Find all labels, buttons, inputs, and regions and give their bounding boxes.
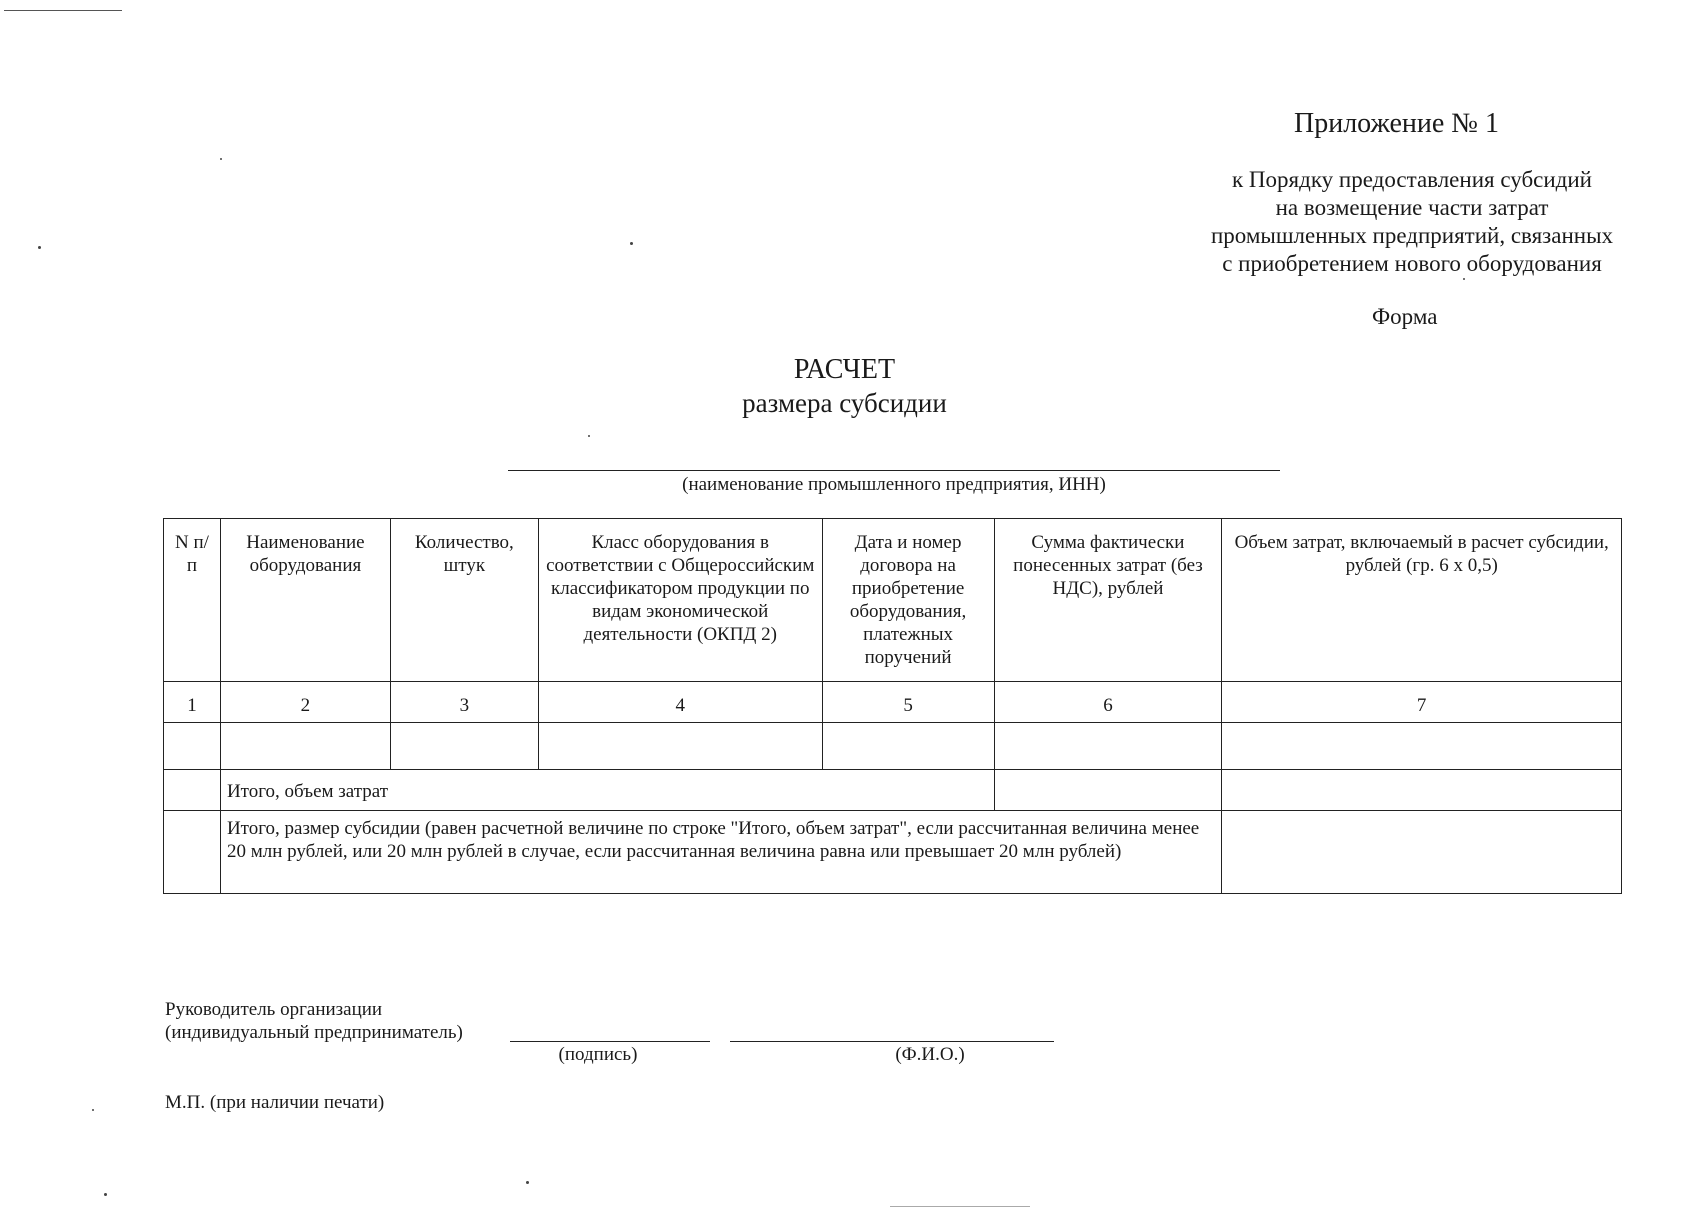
appendix-subtitle-line: на возмещение части затрат [1275, 195, 1549, 220]
document-title: РАСЧЕТ [793, 354, 896, 385]
column-number-cell: 5 [822, 682, 994, 723]
header-cell-number: N п/п [164, 519, 221, 682]
total-costs-label: Итого, объем затрат [220, 770, 994, 811]
appendix-subtitle [1180, 166, 1644, 278]
column-number-cell: 4 [538, 682, 822, 723]
total-included-costs-value[interactable] [1222, 770, 1622, 811]
scan-artifact-line [4, 10, 122, 11]
column-number-cell: 2 [220, 682, 390, 723]
header-cell-equipment-name: Наименование оборудования [220, 519, 390, 682]
signature-role [165, 998, 463, 1044]
empty-cell[interactable] [822, 723, 994, 770]
scan-speck [588, 435, 590, 437]
header-cell-equipment-class: Класс оборудования в соответствии с Общероссийским классификатором продукции по видам экономической деятельности (ОКПД 2) [538, 519, 822, 682]
subsidy-total-label: Итого, размер субсидии (равен расчетной величине по строке "Итого, объем затрат", если рассчитанная величина менее 20 млн рублей, или 20 млн рублей в случае, если рассчитанная величина равна или превышает 20 млн рублей) [220, 811, 1221, 894]
form-label: Форма [1372, 304, 1438, 329]
scan-speck [526, 1181, 529, 1184]
empty-cell [164, 770, 221, 811]
signature-role-line: Руководитель организации [165, 999, 383, 1020]
empty-cell [164, 811, 221, 894]
subsidy-total-value[interactable] [1222, 811, 1622, 894]
empty-cell[interactable] [164, 723, 221, 770]
scan-speck [1463, 278, 1465, 280]
signature-fill-line[interactable] [510, 1041, 710, 1042]
empty-cell[interactable] [390, 723, 538, 770]
table-row [164, 723, 1622, 770]
column-number-row [164, 682, 1622, 723]
signature-caption: (подпись) [558, 1044, 638, 1065]
signature-role-line: (индивидуальный предприниматель) [165, 1022, 463, 1043]
total-actual-costs-value[interactable] [994, 770, 1222, 811]
empty-cell[interactable] [220, 723, 390, 770]
column-number-cell: 6 [994, 682, 1222, 723]
subsidy-total-row [164, 811, 1622, 894]
scan-speck [220, 158, 222, 160]
appendix-subtitle-line: промышленных предприятий, связанных [1210, 223, 1614, 248]
empty-cell[interactable] [538, 723, 822, 770]
header-cell-contract: Дата и номер договора на приобретение оборудования, платежных поручений [822, 519, 994, 682]
column-number-cell: 3 [390, 682, 538, 723]
scan-speck [104, 1193, 107, 1196]
scan-speck [92, 1109, 94, 1111]
company-caption: (наименование промышленного предприятия, ИНН) [682, 474, 1106, 495]
header-cell-quantity: Количество, штук [390, 519, 538, 682]
empty-cell[interactable] [994, 723, 1222, 770]
scan-speck [38, 246, 41, 249]
scan-speck [630, 242, 633, 245]
stamp-label: М.П. (при наличии печати) [165, 1092, 385, 1113]
appendix-title: Приложение № 1 [1294, 108, 1499, 139]
header-cell-actual-costs: Сумма фактически понесенных затрат (без НДС), рублей [994, 519, 1222, 682]
table-header-row [164, 519, 1622, 682]
column-number-cell: 1 [164, 682, 221, 723]
company-fill-line [508, 470, 1280, 471]
appendix-subtitle-line: с приобретением нового оборудования [1222, 251, 1602, 276]
empty-cell[interactable] [1222, 723, 1622, 770]
name-fill-line[interactable] [730, 1041, 1054, 1042]
calculation-table [163, 518, 1622, 894]
appendix-subtitle-line: к Порядку предоставления субсидий [1232, 167, 1592, 192]
header-cell-included-costs: Объем затрат, включаемый в расчет субсидии, рублей (гр. 6 х 0,5) [1222, 519, 1622, 682]
column-number-cell: 7 [1222, 682, 1622, 723]
total-costs-row [164, 770, 1622, 811]
name-caption: (Ф.И.О.) [895, 1044, 965, 1065]
document-subtitle: размера субсидии [742, 388, 947, 418]
